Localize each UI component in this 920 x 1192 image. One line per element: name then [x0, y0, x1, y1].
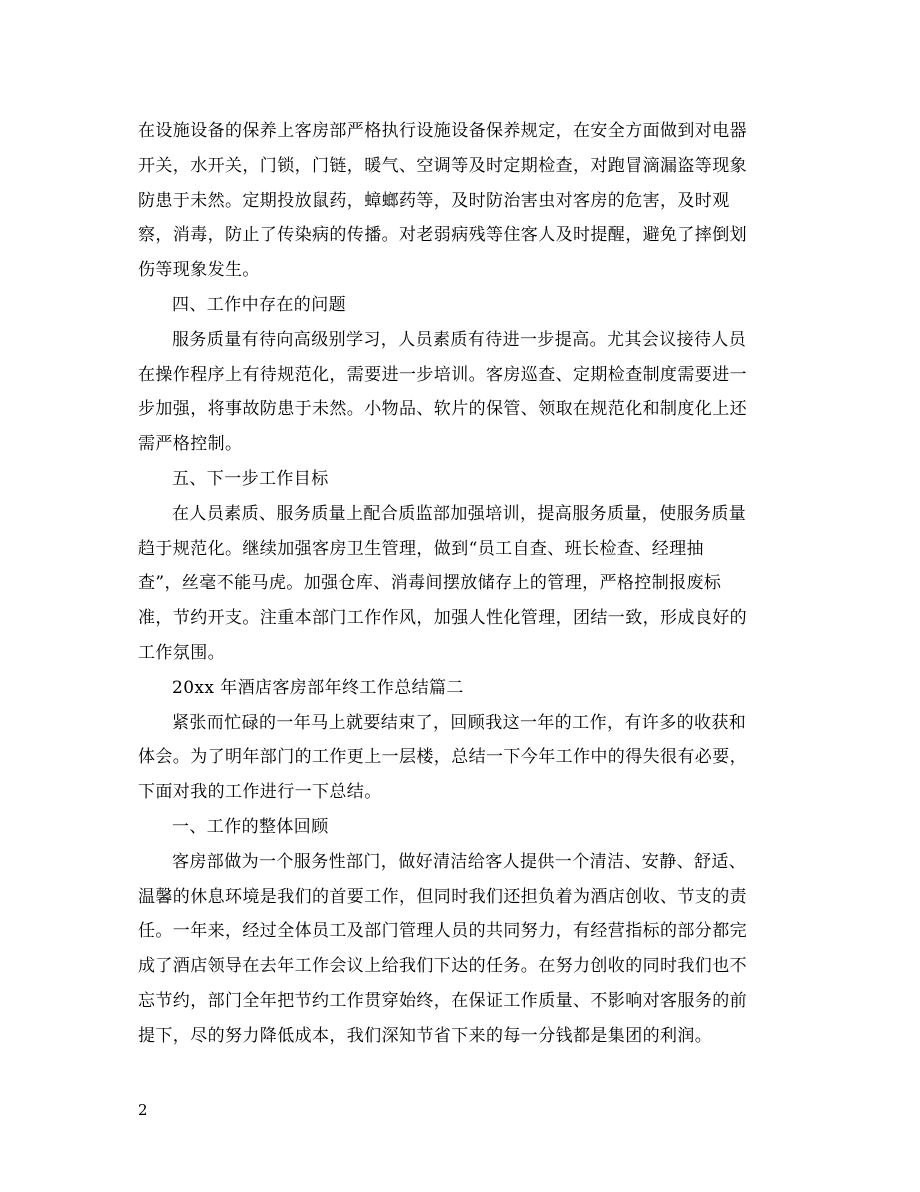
paragraph-line: 察，消毒，防止了传染病的传播。对老弱病残等住客人及时提醒，避免了摔倒划 [138, 225, 747, 246]
paragraph-line: 服务质量有待向高级别学习，人员素质有待进一步提高。尤其会议接待人员 [172, 329, 747, 350]
paragraph-line: 温馨的休息环境是我们的首要工作，但同时我们还担负着为酒店创收、节支的责 [138, 886, 747, 907]
page-number: 2 [138, 1101, 148, 1119]
paragraph-line: 在设施设备的保养上客房部严格执行设施设备保养规定，在安全方面做到对电器 [138, 121, 747, 141]
paragraph-line: 趋于规范化。继续加强客房卫生管理，做到“员工自查、班长检查、经理抽 [138, 538, 704, 559]
paragraph-line: 在人员素质、服务质量上配合质监部加强培训，提高服务质量，使服务质量 [172, 503, 747, 524]
paragraph-line: 提下，尽的努力降低成本，我们深知节省下来的每一分钱都是集团的利润。 [138, 1025, 713, 1046]
paragraph-line: 防患于未然。定期投放鼠药，蟑螂药等，及时防治害虫对客房的危害，及时观 [138, 190, 730, 211]
document-body [138, 114, 786, 1054]
paragraph-line: 成了酒店领导在去年工作会议上给我们下达的任务。在努力创收的同时我们也不 [138, 956, 747, 977]
paragraph-line: 忘节约，部门全年把节约工作贯穿始终，在保证工作质量、不影响对客服务的前 [138, 990, 747, 1011]
paragraph-line: 开关，水开关，门锁，门链，暖气、空调等及时定期检查，对跑冒滴漏盗等现象 [138, 155, 747, 176]
paragraph-line: 在操作程序上有待规范化，需要进一步培训。客房巡查、定期检查制度需要进一 [138, 364, 747, 385]
section-heading: 五、下一步工作目标 [172, 468, 329, 489]
section-heading: 一、工作的整体回顾 [172, 816, 329, 837]
paragraph-line: 体会。为了明年部门的工作更上一层楼，总结一下今年工作中的得失很有必要， [138, 747, 747, 768]
section-heading: 四、工作中存在的问题 [172, 294, 346, 315]
paragraph-line: 步加强，将事故防患于未然。小物品、软片的保管、领取在规范化和制度化上还 [138, 399, 747, 420]
paragraph-line: 伤等现象发生。 [138, 260, 260, 281]
paragraph-line: 任。一年来，经过全体员工及部门管理人员的共同努力，有经营指标的部分都完 [138, 921, 747, 942]
body-paragraph [138, 114, 786, 288]
paragraph-line: 紧张而忙碌的一年马上就要结束了，回顾我这一年的工作，有许多的收获和 [172, 712, 747, 733]
paragraph-line: 客房部做为一个服务性部门，做好清洁给客人提供一个清洁、安静、舒适、 [172, 851, 747, 872]
paragraph-line: 准，节约开支。注重本部门工作作风，加强人性化管理，团结一致，形成良好的 [138, 608, 747, 629]
body-paragraph [138, 323, 786, 462]
paragraph-line: 查”，丝毫不能马虎。加强仓库、消毒间摆放储存上的管理，严格控制报废标 [138, 573, 722, 594]
paragraph-line: 需严格控制。 [138, 434, 243, 455]
body-paragraph [138, 706, 786, 810]
section-heading: 20xx 年酒店客房部年终工作总结篇二 [172, 677, 464, 698]
body-paragraph [138, 497, 786, 671]
paragraph-line: 下面对我的工作进行一下总结。 [138, 782, 382, 803]
paragraph-line: 工作氛围。 [138, 642, 225, 663]
body-paragraph [138, 845, 786, 1054]
